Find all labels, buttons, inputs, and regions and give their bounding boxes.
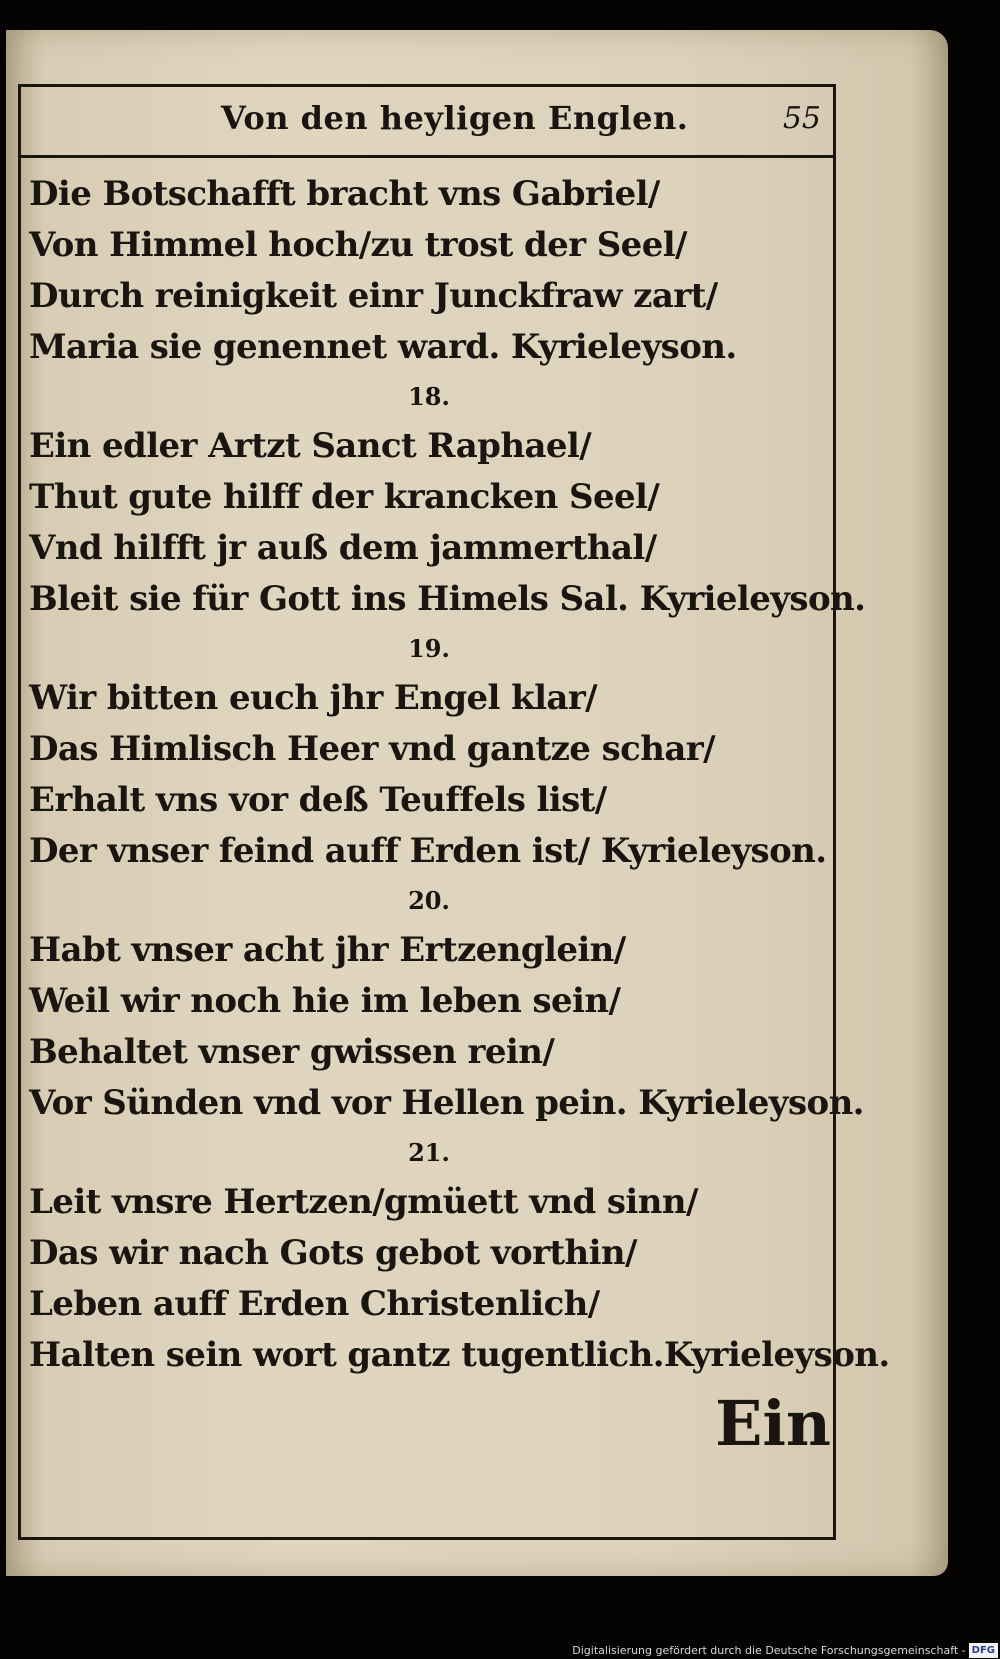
stanza: [29, 877, 864, 1129]
verse-line: Wir bitten euch jhr Engel klar/: [29, 678, 597, 718]
catchword: Ein: [715, 1387, 831, 1460]
verse-line: Behaltet vnser gwissen rein/: [29, 1032, 555, 1072]
verse-line: Halten sein wort gantz tugentlich.Kyrieleyson.: [29, 1335, 890, 1375]
stanza: [29, 169, 829, 373]
stanza: [29, 373, 866, 625]
verse-line: Vnd hilfft jr auß dem jammerthal/: [29, 528, 657, 568]
verse-line: Thut gute hilff der krancken Seel/: [29, 477, 660, 517]
stanza-number: 20.: [408, 886, 450, 915]
dfg-logo-icon: DFG: [969, 1643, 998, 1658]
text-frame: [18, 84, 890, 1540]
verse-line: Bleit sie für Gott ins Himels Sal. Kyrieleyson.: [29, 579, 866, 619]
stanza: [29, 625, 829, 877]
hymn-text: [29, 169, 890, 1381]
verse-line: Habt vnser acht jhr Ertzenglein/: [29, 930, 626, 970]
funding-notice: Digitalisierung gefördert durch die Deutsche Forschungsgemeinschaft -: [572, 1643, 966, 1657]
verse-line: Ein edler Artzt Sanct Raphael/: [29, 426, 592, 466]
verse-line: Von Himmel hoch/zu trost der Seel/: [29, 225, 687, 265]
verse-line: Weil wir noch hie im leben sein/: [29, 981, 621, 1021]
stanza-number: 19.: [408, 634, 450, 663]
running-head: Von den heyligen Englen.: [221, 99, 689, 137]
stanza-number: 18.: [408, 382, 450, 411]
digitization-footer: [572, 1641, 998, 1659]
page-number: 55: [782, 101, 821, 136]
book-page: [6, 30, 948, 1576]
stanza: [29, 1129, 890, 1381]
verse-line: Leit vnsre Hertzen/gmüett vnd sinn/: [29, 1182, 698, 1222]
verse-line: Die Botschafft bracht vns Gabriel/: [29, 174, 660, 214]
stanza-number: 21.: [408, 1138, 450, 1167]
header-rule: [21, 155, 833, 158]
verse-line: Das Himlisch Heer vnd gantze schar/: [29, 729, 715, 769]
verse-line: Das wir nach Gots gebot vorthin/: [29, 1233, 637, 1273]
verse-line: Erhalt vns vor deß Teuffels list/: [29, 780, 607, 820]
verse-line: Leben auff Erden Christenlich/: [29, 1284, 600, 1324]
verse-line: Der vnser feind auff Erden ist/ Kyrieleyson.: [29, 831, 827, 871]
verse-line: Durch reinigkeit einr Junckfraw zart/: [29, 276, 718, 316]
verse-line: Maria sie genennet ward. Kyrieleyson.: [29, 327, 737, 367]
verse-line: Vor Sünden vnd vor Hellen pein. Kyrieleyson.: [29, 1083, 864, 1123]
